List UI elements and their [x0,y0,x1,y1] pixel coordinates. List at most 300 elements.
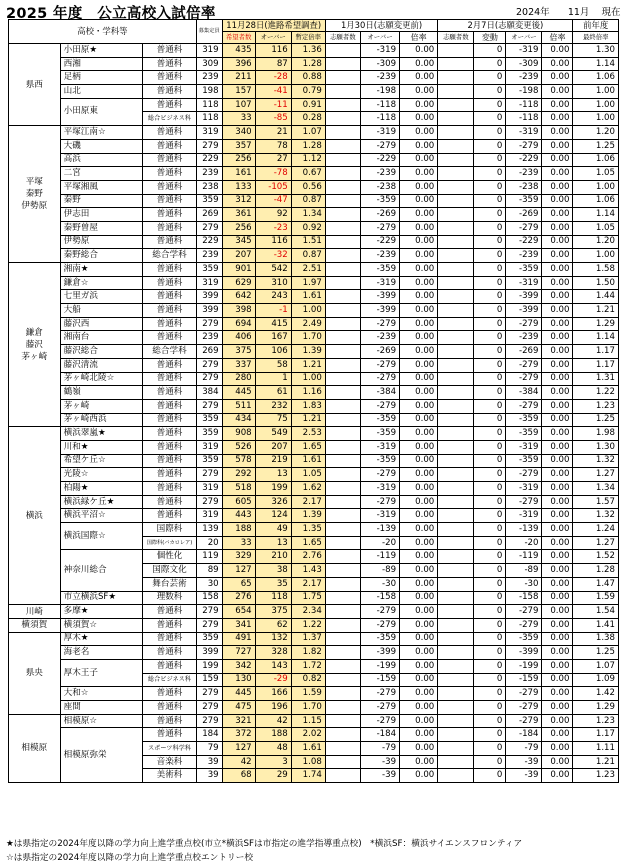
over-value: -32 [255,249,291,263]
applicants-jan-value [325,112,360,126]
over-value: 415 [255,317,291,331]
prev-final-value: 1.27 [573,536,619,550]
rate-value: 0.79 [291,85,325,99]
applicants-feb-value [438,399,474,413]
applicants-jan-value [325,632,360,646]
area-cell [9,427,61,605]
capacity-value: 399 [196,304,222,318]
rate-feb-value: 0.00 [542,687,573,701]
applicants-feb-value [438,112,474,126]
area-cell [9,605,61,619]
applicants-jan-value [325,276,360,290]
change-value: 0 [474,673,506,687]
capacity-value: 279 [196,317,222,331]
applicants-jan-value [325,399,360,413]
hope-value: 65 [222,577,255,591]
school-name: 小田原東 [60,98,143,125]
school-name: 足柄 [60,71,143,85]
applicants-jan-value [325,536,360,550]
applicants-feb-value [438,769,474,783]
rate-feb-value: 0.00 [542,345,573,359]
table-row [9,153,619,167]
school-name: 柏陽★ [60,482,143,496]
applicants-feb-value [438,317,474,331]
dept-name: 普通科 [143,331,197,345]
table-row [9,646,619,660]
applicants-feb-value [438,194,474,208]
over-feb-value: -319 [506,440,542,454]
applicants-jan-value [325,687,360,701]
over-value: 116 [255,44,291,58]
rate-jan-value: 0.00 [400,85,438,99]
over-value: 243 [255,290,291,304]
school-name: 湘南台 [60,331,143,345]
over-value: -47 [255,194,291,208]
applicants-jan-value [325,468,360,482]
rate-jan-value: 0.00 [400,468,438,482]
applicants-feb-value [438,687,474,701]
applicants-feb-value [438,564,474,578]
rate-jan-value: 0.00 [400,728,438,742]
table-row [9,714,619,728]
applicants-jan-value [325,180,360,194]
capacity-value: 319 [196,126,222,140]
prev-final-value: 1.47 [573,577,619,591]
prev-final-value: 1.25 [573,646,619,660]
change-value: 0 [474,577,506,591]
applicants-feb-value [438,98,474,112]
rate-feb-value: 0.00 [542,495,573,509]
prev-final-value: 1.22 [573,386,619,400]
rate-jan-value: 0.00 [400,577,438,591]
change-value: 0 [474,221,506,235]
capacity-value: 184 [196,728,222,742]
over-jan-value: -279 [360,139,399,153]
hope-value: 329 [222,550,255,564]
change-value: 0 [474,728,506,742]
change-value: 0 [474,427,506,441]
change-value: 0 [474,304,506,318]
over-jan-value: -279 [360,317,399,331]
rate-feb-value: 0.00 [542,71,573,85]
school-name: 平塚湘風 [60,180,143,194]
rate-feb-value: 0.00 [542,605,573,619]
applicants-jan-value [325,742,360,756]
hope-value: 372 [222,728,255,742]
hope-value: 337 [222,358,255,372]
applicants-jan-value [325,126,360,140]
over-jan-value: -118 [360,112,399,126]
over-feb-value: -319 [506,44,542,58]
over-value: 13 [255,468,291,482]
applicants-jan-value [325,673,360,687]
hope-value: 361 [222,208,255,222]
over-feb-value: -359 [506,454,542,468]
area-cell [9,618,61,632]
over-value: -105 [255,180,291,194]
prev-final-value: 1.34 [573,482,619,496]
capacity-value: 359 [196,194,222,208]
rate-jan-value: 0.00 [400,153,438,167]
rate-value: 1.00 [291,304,325,318]
hope-value: 727 [222,646,255,660]
applicants-feb-value [438,126,474,140]
rate-value: 1.34 [291,208,325,222]
hope-value: 694 [222,317,255,331]
applicants-feb-value [438,605,474,619]
area-label: 県央 [25,668,43,679]
rate-jan-value: 0.00 [400,249,438,263]
over-feb-value: -39 [506,769,542,783]
hope-value: 276 [222,591,255,605]
over-value: 143 [255,659,291,673]
dept-name: 普通科 [143,126,197,140]
hope-value: 292 [222,468,255,482]
hope-value: 435 [222,44,255,58]
capacity-value: 399 [196,646,222,660]
hope-value: 256 [222,153,255,167]
group-nov28: 11月28日(進路希望調査) [222,20,325,32]
applicants-feb-value [438,742,474,756]
rate-jan-value: 0.00 [400,605,438,619]
rate-value: 1.62 [291,482,325,496]
capacity-value: 39 [196,755,222,769]
hope-value: 207 [222,249,255,263]
table-row [9,290,619,304]
school-name: 藤沢西 [60,317,143,331]
over-value: 328 [255,646,291,660]
over-jan-value: -30 [360,577,399,591]
rate-value: 1.39 [291,345,325,359]
hope-value: 127 [222,742,255,756]
hope-value: 157 [222,85,255,99]
rate-value: 2.02 [291,728,325,742]
rate-feb-value: 0.00 [542,44,573,58]
school-name: 藤沢総合 [60,345,143,359]
rate-jan-value: 0.00 [400,290,438,304]
hope-value: 33 [222,112,255,126]
rate-feb-value: 0.00 [542,673,573,687]
school-name: 鎌倉☆ [60,276,143,290]
change-value: 0 [474,523,506,537]
rate-feb-value: 0.00 [542,550,573,564]
rate-feb-value: 0.00 [542,98,573,112]
applicants-jan-value [325,263,360,277]
over-jan-value: -309 [360,57,399,71]
rate-feb-value: 0.00 [542,564,573,578]
over-feb-value: -229 [506,153,542,167]
applicants-feb-value [438,386,474,400]
change-value: 0 [474,167,506,181]
applicants-jan-value [325,454,360,468]
change-value: 0 [474,495,506,509]
rate-value: 1.97 [291,276,325,290]
school-name: 市立横浜SF★ [60,591,143,605]
hope-value: 654 [222,605,255,619]
change-value: 0 [474,358,506,372]
over-feb-value: -30 [506,577,542,591]
over-feb-value: -139 [506,523,542,537]
change-value: 0 [474,194,506,208]
rate-value: 1.82 [291,646,325,660]
prev-final-value: 1.06 [573,194,619,208]
school-name: 横須賀☆ [60,618,143,632]
col-rate1: 暫定倍率 [291,32,325,44]
capacity-value: 158 [196,591,222,605]
dept-name: 普通科 [143,194,197,208]
rate-value: 1.59 [291,687,325,701]
over-feb-value: -158 [506,591,542,605]
capacity-value: 118 [196,112,222,126]
prev-final-value: 1.29 [573,701,619,715]
over-value: 132 [255,632,291,646]
over-jan-value: -199 [360,659,399,673]
hope-value: 475 [222,701,255,715]
applicants-jan-value [325,646,360,660]
rate-value: 0.88 [291,71,325,85]
rate-jan-value: 0.00 [400,454,438,468]
rate-jan-value: 0.00 [400,714,438,728]
rate-value: 1.75 [291,591,325,605]
over-value: 75 [255,413,291,427]
dept-name: 普通科 [143,386,197,400]
change-value: 0 [474,263,506,277]
over-feb-value: -359 [506,194,542,208]
over-jan-value: -158 [360,591,399,605]
rate-feb-value: 0.00 [542,646,573,660]
applicants-feb-value [438,167,474,181]
rate-value: 0.56 [291,180,325,194]
rate-feb-value: 0.00 [542,536,573,550]
footnotes [6,837,522,865]
change-value: 0 [474,564,506,578]
school-name: 平塚江南☆ [60,126,143,140]
as-of-label: 現在 [601,7,621,18]
capacity-value: 39 [196,769,222,783]
applicants-jan-value [325,304,360,318]
applicants-feb-value [438,44,474,58]
hope-value: 133 [222,180,255,194]
over-value: 35 [255,577,291,591]
rate-jan-value: 0.00 [400,372,438,386]
change-value: 0 [474,71,506,85]
rate-feb-value: 0.00 [542,509,573,523]
rate-feb-value: 0.00 [542,468,573,482]
school-name: 茅ヶ崎西浜 [60,413,143,427]
over-jan-value: -399 [360,304,399,318]
change-value: 0 [474,180,506,194]
rate-feb-value: 0.00 [542,358,573,372]
over-jan-value: -279 [360,701,399,715]
rate-jan-value: 0.00 [400,304,438,318]
col-rate2: 倍率 [400,32,438,44]
rate-value: 0.87 [291,194,325,208]
dept-name: 総合ビジネス科 [143,673,197,687]
applicants-feb-value [438,372,474,386]
rate-jan-value: 0.00 [400,495,438,509]
applicants-feb-value [438,440,474,454]
over-jan-value: -279 [360,605,399,619]
rate-jan-value: 0.00 [400,591,438,605]
applicants-feb-value [438,208,474,222]
hope-value: 42 [222,755,255,769]
rate-value: 1.07 [291,126,325,140]
table-row [9,167,619,181]
capacity-value: 279 [196,605,222,619]
capacity-value: 229 [196,235,222,249]
prev-final-value: 1.59 [573,591,619,605]
rate-jan-value: 0.00 [400,509,438,523]
rate-jan-value: 0.00 [400,263,438,277]
applicants-feb-value [438,358,474,372]
applicants-feb-value [438,632,474,646]
capacity-value: 239 [196,249,222,263]
applicants-feb-value [438,276,474,290]
applicants-jan-value [325,98,360,112]
school-name: 鶴嶺 [60,386,143,400]
change-value: 0 [474,317,506,331]
hope-value: 256 [222,221,255,235]
over-jan-value: -279 [360,372,399,386]
over-jan-value: -119 [360,550,399,564]
applicants-feb-value [438,235,474,249]
over-value: 188 [255,728,291,742]
col-change: 変動 [474,32,506,44]
rate-feb-value: 0.00 [542,249,573,263]
rate-value: 0.91 [291,98,325,112]
change-value: 0 [474,290,506,304]
applicants-feb-value [438,755,474,769]
over-jan-value: -39 [360,755,399,769]
change-value: 0 [474,454,506,468]
rate-feb-value: 0.00 [542,331,573,345]
rate-value: 1.00 [291,372,325,386]
over-feb-value: -279 [506,687,542,701]
over-feb-value: -279 [506,701,542,715]
applicants-feb-value [438,646,474,660]
rate-feb-value: 0.00 [542,167,573,181]
school-name: 二宮 [60,167,143,181]
dept-name: 普通科 [143,139,197,153]
rate-jan-value: 0.00 [400,57,438,71]
rate-value: 1.21 [291,413,325,427]
hope-value: 406 [222,331,255,345]
change-value: 0 [474,659,506,673]
rate-value: 0.28 [291,112,325,126]
applicants-feb-value [438,249,474,263]
over-jan-value: -238 [360,180,399,194]
rate-jan-value: 0.00 [400,386,438,400]
over-value: 21 [255,126,291,140]
rate-value: 1.61 [291,290,325,304]
over-feb-value: -279 [506,358,542,372]
dept-name: 普通科 [143,372,197,386]
over-jan-value: -399 [360,290,399,304]
rate-feb-value: 0.00 [542,263,573,277]
area-cell [9,44,61,126]
prev-final-value: 1.30 [573,44,619,58]
over-jan-value: -139 [360,523,399,537]
table-row [9,71,619,85]
applicants-jan-value [325,728,360,742]
dept-name: 普通科 [143,468,197,482]
as-of-month: 11月 [567,7,590,18]
applicants-jan-value [325,577,360,591]
applicants-jan-value [325,413,360,427]
prev-final-value: 1.20 [573,235,619,249]
over-value: 549 [255,427,291,441]
hope-value: 375 [222,345,255,359]
rate-value: 1.43 [291,564,325,578]
prev-final-value: 1.00 [573,249,619,263]
hope-value: 908 [222,427,255,441]
rate-feb-value: 0.00 [542,221,573,235]
rate-jan-value: 0.00 [400,317,438,331]
dept-name: 普通科 [143,44,197,58]
hope-value: 342 [222,659,255,673]
school-name: 海老名 [60,646,143,660]
capacity-value: 319 [196,509,222,523]
over-feb-value: -279 [506,468,542,482]
capacity-value: 229 [196,153,222,167]
hope-value: 107 [222,98,255,112]
prev-final-value: 1.23 [573,714,619,728]
rate-value: 1.22 [291,618,325,632]
over-feb-value: -279 [506,605,542,619]
over-value: 92 [255,208,291,222]
change-value: 0 [474,57,506,71]
table-row [9,440,619,454]
over-jan-value: -229 [360,153,399,167]
dept-name: 総合ビジネス科 [143,112,197,126]
over-jan-value: -39 [360,769,399,783]
over-jan-value: -359 [360,632,399,646]
applicants-jan-value [325,605,360,619]
rate-value: 1.39 [291,509,325,523]
hope-value: 901 [222,263,255,277]
over-feb-value: -279 [506,399,542,413]
school-name: 大船 [60,304,143,318]
table-row [9,57,619,71]
area-label: 横浜 [25,510,43,521]
prev-final-value: 1.14 [573,208,619,222]
rate-value: 1.28 [291,57,325,71]
rate-jan-value: 0.00 [400,646,438,660]
applicants-jan-value [325,317,360,331]
prev-final-value: 1.27 [573,468,619,482]
change-value: 0 [474,605,506,619]
col-prev-final: 最終倍率 [573,32,619,44]
rate-value: 1.12 [291,153,325,167]
capacity-value: 269 [196,345,222,359]
capacity-value: 279 [196,399,222,413]
over-value: 58 [255,358,291,372]
over-feb-value: -239 [506,167,542,181]
change-value: 0 [474,98,506,112]
rate-feb-value: 0.00 [542,701,573,715]
over-value: 166 [255,687,291,701]
capacity-value: 319 [196,440,222,454]
prev-final-value: 1.32 [573,454,619,468]
over-value: 167 [255,331,291,345]
school-name: 秦野総合 [60,249,143,263]
table-row [9,194,619,208]
applicants-jan-value [325,290,360,304]
rate-value: 1.65 [291,536,325,550]
change-value: 0 [474,153,506,167]
table-row [9,180,619,194]
capacity-value: 309 [196,57,222,71]
